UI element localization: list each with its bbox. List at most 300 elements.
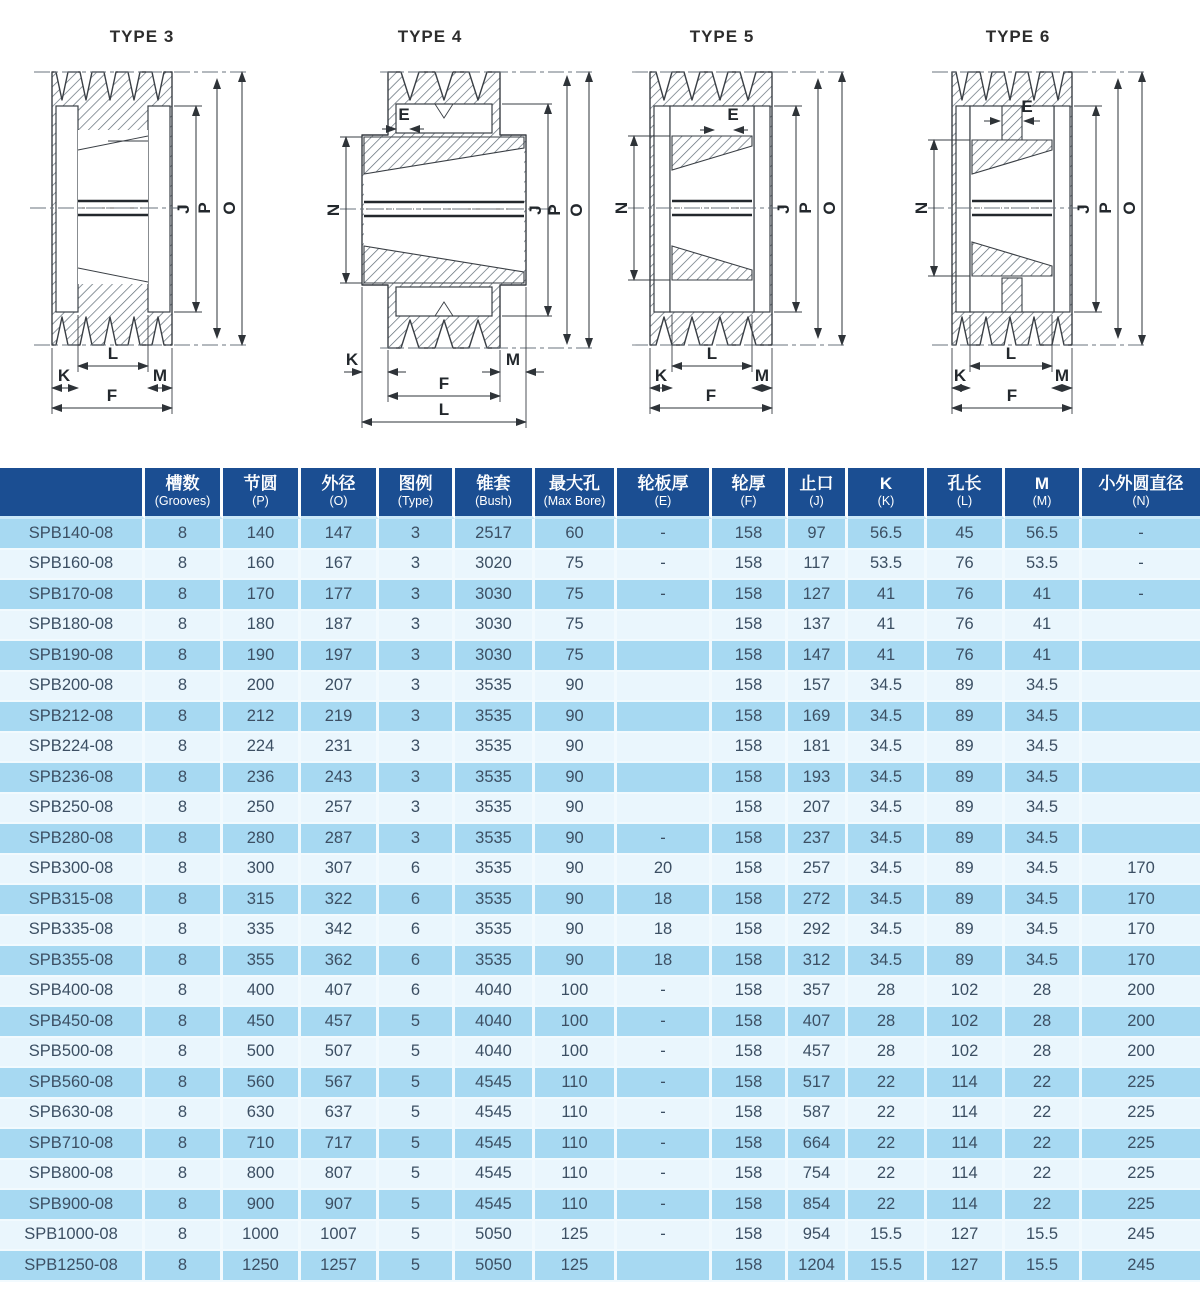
value-cell: 102 (927, 977, 1005, 1008)
value-cell: 89 (927, 824, 1005, 855)
value-cell: 500 (223, 1038, 301, 1069)
value-cell: 15.5 (1005, 1251, 1082, 1282)
value-cell: 34.5 (1005, 702, 1082, 733)
value-cell: 3030 (455, 641, 535, 672)
value-cell: 225 (1082, 1160, 1200, 1191)
table-row (0, 855, 1200, 886)
value-cell: 219 (301, 702, 379, 733)
value-cell: 5050 (455, 1251, 535, 1282)
table-row (0, 763, 1200, 794)
value-cell: 75 (535, 550, 617, 581)
value-cell: 243 (301, 763, 379, 794)
value-cell: 158 (712, 1129, 788, 1160)
value-cell: 900 (223, 1190, 301, 1221)
value-cell: 76 (927, 611, 1005, 642)
model-cell: SPB900-08 (0, 1190, 145, 1221)
value-cell: 292 (788, 916, 848, 947)
value-cell: 114 (927, 1190, 1005, 1221)
value-cell: 257 (301, 794, 379, 825)
value-cell: 170 (1082, 916, 1200, 947)
value-cell (617, 702, 712, 733)
value-cell: 22 (1005, 1068, 1082, 1099)
table-row (0, 1251, 1200, 1282)
value-cell: 5 (379, 1129, 455, 1160)
value-cell: 3 (379, 611, 455, 642)
value-cell (1082, 641, 1200, 672)
value-cell: 400 (223, 977, 301, 1008)
value-cell: 8 (145, 824, 223, 855)
column-header: K (K) (848, 468, 927, 519)
dim-label-p: P (195, 202, 214, 214)
value-cell: 637 (301, 1099, 379, 1130)
value-cell: 18 (617, 946, 712, 977)
value-cell: 717 (301, 1129, 379, 1160)
dim-label-p: P (796, 202, 815, 214)
value-cell: 110 (535, 1129, 617, 1160)
value-cell: 90 (535, 794, 617, 825)
model-cell: SPB140-08 (0, 519, 145, 550)
column-header: 轮厚 (F) (712, 468, 788, 519)
model-cell: SPB355-08 (0, 946, 145, 977)
value-cell: 225 (1082, 1068, 1200, 1099)
value-cell: 362 (301, 946, 379, 977)
value-cell: 34.5 (848, 916, 927, 947)
value-cell: 34.5 (848, 855, 927, 886)
value-cell: 89 (927, 794, 1005, 825)
model-cell: SPB280-08 (0, 824, 145, 855)
value-cell: 15.5 (848, 1221, 927, 1252)
value-cell: 158 (712, 977, 788, 1008)
value-cell (617, 763, 712, 794)
table-row (0, 733, 1200, 764)
table-row (0, 550, 1200, 581)
table-row (0, 702, 1200, 733)
value-cell: 3 (379, 641, 455, 672)
column-header: 小外圆直径 (N) (1082, 468, 1200, 519)
table-row (0, 1099, 1200, 1130)
dim-label-f: F (1006, 386, 1018, 405)
value-cell: 125 (535, 1221, 617, 1252)
value-cell: 5 (379, 1099, 455, 1130)
value-cell: 20 (617, 855, 712, 886)
value-cell: 517 (788, 1068, 848, 1099)
value-cell: 97 (788, 519, 848, 550)
table-row (0, 916, 1200, 947)
value-cell: - (617, 977, 712, 1008)
value-cell: 177 (301, 580, 379, 611)
value-cell: 3535 (455, 702, 535, 733)
model-cell: SPB250-08 (0, 794, 145, 825)
value-cell: 5 (379, 1007, 455, 1038)
dim-label-e: E (1021, 97, 1033, 116)
value-cell: 8 (145, 1068, 223, 1099)
value-cell: - (617, 580, 712, 611)
value-cell: 158 (712, 1190, 788, 1221)
value-cell: 90 (535, 946, 617, 977)
value-cell: 89 (927, 855, 1005, 886)
value-cell: 140 (223, 519, 301, 550)
value-cell: 4545 (455, 1129, 535, 1160)
value-cell: 212 (223, 702, 301, 733)
value-cell: 8 (145, 977, 223, 1008)
value-cell: 207 (788, 794, 848, 825)
value-cell: 1000 (223, 1221, 301, 1252)
model-cell: SPB400-08 (0, 977, 145, 1008)
value-cell: 8 (145, 519, 223, 550)
value-cell: 287 (301, 824, 379, 855)
table-row (0, 1038, 1200, 1069)
dim-label-l: L (706, 344, 718, 363)
value-cell: 22 (1005, 1160, 1082, 1191)
value-cell: 34.5 (848, 733, 927, 764)
value-cell: 100 (535, 1038, 617, 1069)
value-cell: 167 (301, 550, 379, 581)
value-cell (1082, 763, 1200, 794)
value-cell: 158 (712, 1160, 788, 1191)
value-cell: 200 (1082, 977, 1200, 1008)
dim-label-o: O (1120, 201, 1139, 215)
value-cell: 664 (788, 1129, 848, 1160)
value-cell: 41 (848, 580, 927, 611)
value-cell: 110 (535, 1160, 617, 1191)
value-cell: - (617, 1221, 712, 1252)
table-row (0, 1221, 1200, 1252)
column-header: M (M) (1005, 468, 1082, 519)
value-cell: 170 (1082, 885, 1200, 916)
value-cell: - (617, 550, 712, 581)
column-header: 轮板厚 (E) (617, 468, 712, 519)
value-cell: 75 (535, 580, 617, 611)
value-cell: 114 (927, 1099, 1005, 1130)
value-cell: 28 (1005, 1038, 1082, 1069)
table-row (0, 824, 1200, 855)
model-cell: SPB500-08 (0, 1038, 145, 1069)
value-cell: 407 (301, 977, 379, 1008)
value-cell: 89 (927, 702, 1005, 733)
value-cell: - (617, 1007, 712, 1038)
value-cell: - (617, 1068, 712, 1099)
value-cell: 3535 (455, 672, 535, 703)
value-cell: 280 (223, 824, 301, 855)
value-cell: 3 (379, 763, 455, 794)
dim-label-e: E (727, 105, 739, 124)
model-cell: SPB180-08 (0, 611, 145, 642)
dim-label-m: M (152, 366, 168, 385)
value-cell: 907 (301, 1190, 379, 1221)
value-cell: 102 (927, 1007, 1005, 1038)
value-cell: 193 (788, 763, 848, 794)
model-cell: SPB200-08 (0, 672, 145, 703)
value-cell: 158 (712, 885, 788, 916)
value-cell: 147 (788, 641, 848, 672)
value-cell: 231 (301, 733, 379, 764)
value-cell: 5 (379, 1190, 455, 1221)
model-cell: SPB170-08 (0, 580, 145, 611)
value-cell: 237 (788, 824, 848, 855)
value-cell: 76 (927, 580, 1005, 611)
value-cell: 60 (535, 519, 617, 550)
value-cell: 315 (223, 885, 301, 916)
value-cell: 34.5 (848, 824, 927, 855)
value-cell: 457 (301, 1007, 379, 1038)
value-cell (617, 672, 712, 703)
dim-label-f: F (705, 386, 717, 405)
value-cell: 158 (712, 611, 788, 642)
value-cell: 90 (535, 916, 617, 947)
value-cell: 158 (712, 1221, 788, 1252)
value-cell: 158 (712, 702, 788, 733)
value-cell: 114 (927, 1160, 1005, 1191)
value-cell: 110 (535, 1099, 617, 1130)
value-cell: 3535 (455, 855, 535, 886)
value-cell: 190 (223, 641, 301, 672)
model-cell: SPB335-08 (0, 916, 145, 947)
value-cell: 110 (535, 1068, 617, 1099)
value-cell: 8 (145, 733, 223, 764)
value-cell: 312 (788, 946, 848, 977)
value-cell: 90 (535, 733, 617, 764)
value-cell: 34.5 (848, 763, 927, 794)
value-cell: 158 (712, 672, 788, 703)
table-row (0, 1007, 1200, 1038)
column-header (0, 468, 145, 519)
dim-label-l: L (1005, 344, 1017, 363)
value-cell: 560 (223, 1068, 301, 1099)
value-cell: 127 (927, 1221, 1005, 1252)
value-cell: 8 (145, 916, 223, 947)
type3-diagram (0, 0, 300, 462)
table-row (0, 1190, 1200, 1221)
value-cell: 307 (301, 855, 379, 886)
type6-diagram (900, 0, 1200, 462)
type4-title: TYPE 4 (397, 27, 463, 46)
value-cell: 8 (145, 611, 223, 642)
value-cell: 5 (379, 1038, 455, 1069)
value-cell: 158 (712, 641, 788, 672)
value-cell: 4040 (455, 1007, 535, 1038)
value-cell: 90 (535, 672, 617, 703)
value-cell: 5 (379, 1251, 455, 1282)
value-cell: 8 (145, 1007, 223, 1038)
dim-label-n: N (324, 203, 343, 217)
value-cell: 3535 (455, 794, 535, 825)
value-cell: 34.5 (1005, 916, 1082, 947)
dim-label-n: N (612, 201, 631, 215)
value-cell: 3 (379, 702, 455, 733)
value-cell: 3 (379, 824, 455, 855)
value-cell (617, 733, 712, 764)
table-row (0, 885, 1200, 916)
value-cell (1082, 702, 1200, 733)
value-cell: 181 (788, 733, 848, 764)
dim-label-o: O (567, 203, 586, 217)
dim-label-o: O (220, 201, 239, 215)
table-row (0, 946, 1200, 977)
type5-diagram (600, 0, 900, 462)
table-row (0, 1129, 1200, 1160)
spec-table (0, 468, 1200, 1282)
value-cell: 6 (379, 916, 455, 947)
value-cell: 4040 (455, 1038, 535, 1069)
column-header: 槽数 (Grooves) (145, 468, 223, 519)
value-cell (1082, 824, 1200, 855)
value-cell: 158 (712, 1007, 788, 1038)
value-cell: 3 (379, 794, 455, 825)
value-cell: 197 (301, 641, 379, 672)
value-cell: 187 (301, 611, 379, 642)
value-cell: 76 (927, 641, 1005, 672)
value-cell: 170 (223, 580, 301, 611)
type3-pulley-section (30, 72, 248, 345)
value-cell: 5050 (455, 1221, 535, 1252)
value-cell: 158 (712, 855, 788, 886)
value-cell: 158 (712, 550, 788, 581)
table-row (0, 977, 1200, 1008)
value-cell: 8 (145, 672, 223, 703)
type6-title: TYPE 6 (985, 27, 1051, 46)
value-cell: 158 (712, 916, 788, 947)
value-cell: 3 (379, 733, 455, 764)
dim-label-e: E (398, 105, 410, 124)
value-cell: 245 (1082, 1221, 1200, 1252)
value-cell: 4040 (455, 977, 535, 1008)
value-cell: 18 (617, 916, 712, 947)
value-cell: 8 (145, 641, 223, 672)
value-cell: 8 (145, 1251, 223, 1282)
value-cell: - (617, 1129, 712, 1160)
model-cell: SPB450-08 (0, 1007, 145, 1038)
value-cell: 854 (788, 1190, 848, 1221)
value-cell: 322 (301, 885, 379, 916)
value-cell: 200 (223, 672, 301, 703)
model-cell: SPB190-08 (0, 641, 145, 672)
value-cell: 236 (223, 763, 301, 794)
value-cell: 90 (535, 824, 617, 855)
value-cell: 22 (848, 1068, 927, 1099)
value-cell (617, 611, 712, 642)
value-cell: 34.5 (848, 885, 927, 916)
value-cell: 45 (927, 519, 1005, 550)
value-cell: 89 (927, 672, 1005, 703)
value-cell: 22 (1005, 1129, 1082, 1160)
value-cell: 224 (223, 733, 301, 764)
value-cell: 225 (1082, 1099, 1200, 1130)
dim-label-f: F (438, 374, 450, 393)
value-cell: 170 (1082, 946, 1200, 977)
value-cell: 800 (223, 1160, 301, 1191)
table-row (0, 794, 1200, 825)
value-cell: 76 (927, 550, 1005, 581)
value-cell: 34.5 (1005, 824, 1082, 855)
value-cell (1082, 794, 1200, 825)
value-cell: - (617, 519, 712, 550)
value-cell: 41 (848, 641, 927, 672)
value-cell: 457 (788, 1038, 848, 1069)
type3-title: TYPE 3 (109, 27, 175, 46)
value-cell: 41 (1005, 580, 1082, 611)
spec-table-body (0, 519, 1200, 1282)
value-cell: - (1082, 519, 1200, 550)
value-cell: 34.5 (1005, 672, 1082, 703)
model-cell: SPB630-08 (0, 1099, 145, 1130)
table-row (0, 519, 1200, 550)
value-cell: 117 (788, 550, 848, 581)
value-cell: 4545 (455, 1160, 535, 1191)
value-cell: 89 (927, 885, 1005, 916)
value-cell: 158 (712, 1068, 788, 1099)
value-cell: 158 (712, 519, 788, 550)
value-cell: 207 (301, 672, 379, 703)
table-row (0, 580, 1200, 611)
column-header: 图例 (Type) (379, 468, 455, 519)
dim-label-l: L (107, 344, 119, 363)
value-cell: 157 (788, 672, 848, 703)
value-cell: 90 (535, 763, 617, 794)
value-cell: 158 (712, 794, 788, 825)
value-cell: 18 (617, 885, 712, 916)
value-cell: 5 (379, 1160, 455, 1191)
column-header: 最大孔 (Max Bore) (535, 468, 617, 519)
type4-diagram (300, 0, 600, 462)
value-cell (1082, 611, 1200, 642)
value-cell: - (1082, 550, 1200, 581)
value-cell: 75 (535, 611, 617, 642)
value-cell: 34.5 (848, 794, 927, 825)
value-cell: 34.5 (848, 946, 927, 977)
value-cell: 114 (927, 1129, 1005, 1160)
value-cell: 450 (223, 1007, 301, 1038)
table-row (0, 1160, 1200, 1191)
value-cell: 8 (145, 763, 223, 794)
value-cell: 28 (848, 1007, 927, 1038)
model-cell: SPB710-08 (0, 1129, 145, 1160)
model-cell: SPB212-08 (0, 702, 145, 733)
value-cell: 1250 (223, 1251, 301, 1282)
value-cell: 90 (535, 855, 617, 886)
value-cell: 954 (788, 1221, 848, 1252)
value-cell: 15.5 (1005, 1221, 1082, 1252)
value-cell: 300 (223, 855, 301, 886)
value-cell: 41 (1005, 611, 1082, 642)
value-cell: 89 (927, 733, 1005, 764)
value-cell: 8 (145, 885, 223, 916)
value-cell: 8 (145, 1160, 223, 1191)
value-cell: 100 (535, 1007, 617, 1038)
value-cell: 710 (223, 1129, 301, 1160)
value-cell: 8 (145, 702, 223, 733)
value-cell: 53.5 (848, 550, 927, 581)
value-cell: 75 (535, 641, 617, 672)
value-cell: 5 (379, 1221, 455, 1252)
model-cell: SPB224-08 (0, 733, 145, 764)
value-cell: 127 (927, 1251, 1005, 1282)
value-cell: 28 (1005, 977, 1082, 1008)
value-cell: 8 (145, 1129, 223, 1160)
table-row (0, 641, 1200, 672)
value-cell: 147 (301, 519, 379, 550)
value-cell (1082, 733, 1200, 764)
value-cell: 3535 (455, 885, 535, 916)
dim-label-j: J (1074, 204, 1093, 214)
value-cell: 22 (848, 1190, 927, 1221)
value-cell: 28 (848, 1038, 927, 1069)
value-cell: 567 (301, 1068, 379, 1099)
value-cell: 250 (223, 794, 301, 825)
value-cell: 89 (927, 946, 1005, 977)
value-cell: 257 (788, 855, 848, 886)
value-cell: 34.5 (848, 672, 927, 703)
column-header: 外径 (O) (301, 468, 379, 519)
